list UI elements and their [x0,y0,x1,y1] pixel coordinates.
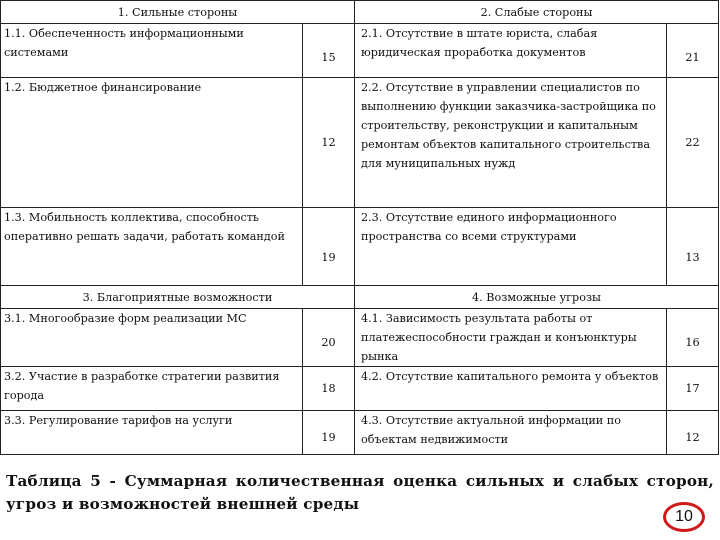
opportunity-cell: 3.1. Многообразие форм реализации МС [1,309,303,367]
opportunity-cell: 3.3. Регулирование тарифов на услуги [1,411,303,455]
strength-score: 19 [303,208,355,286]
weaknesses-header: 2. Слабые стороны [355,1,719,24]
weakness-score: 21 [667,24,719,78]
table-caption: Таблица 5 - Суммарная количественная оценка сильных и слабых сторон, угроз и возможностей внешней среды [6,472,714,513]
threat-cell: 4.1. Зависимость результата работы от платежеспособности граждан и конъюнктуры рынка [355,309,667,367]
opportunities-header: 3. Благоприятные возможности [1,286,355,309]
weakness-score: 13 [667,208,719,286]
page-number: 10 [675,508,693,525]
threats-header: 4. Возможные угрозы [355,286,719,309]
threat-score: 12 [667,411,719,455]
weakness-score: 22 [667,78,719,208]
threat-cell: 4.2. Отсутствие капитального ремонта у объектов [355,367,667,411]
weakness-cell: 2.2. Отсутствие в управлении специалистов по выполнению функции заказчика-застройщика по строительству, реконструкции и капитальным ремонтам объектов капитального строительства для муниципальных нужд [355,78,667,208]
threat-score: 16 [667,309,719,367]
strength-score: 15 [303,24,355,78]
strength-cell: 1.1. Обеспеченность информационными системами [1,24,303,78]
opportunity-cell: 3.2. Участие в разработке стратегии развития города [1,367,303,411]
threat-score: 17 [667,367,719,411]
opportunity-score: 20 [303,309,355,367]
strength-cell: 1.2. Бюджетное финансирование [1,78,303,208]
threat-cell: 4.3. Отсутствие актуальной информации по объектам недвижимости [355,411,667,455]
weakness-cell: 2.1. Отсутствие в штате юриста, слабая юридическая проработка документов [355,24,667,78]
strength-cell: 1.3. Мобильность коллектива, способность оперативно решать задачи, работать командой [1,208,303,286]
opportunity-score: 19 [303,411,355,455]
strength-score: 12 [303,78,355,208]
weakness-cell: 2.3. Отсутствие единого информационного пространства со всеми структурами [355,208,667,286]
strengths-header: 1. Сильные стороны [1,1,355,24]
page-number-badge [663,502,705,532]
opportunity-score: 18 [303,367,355,411]
